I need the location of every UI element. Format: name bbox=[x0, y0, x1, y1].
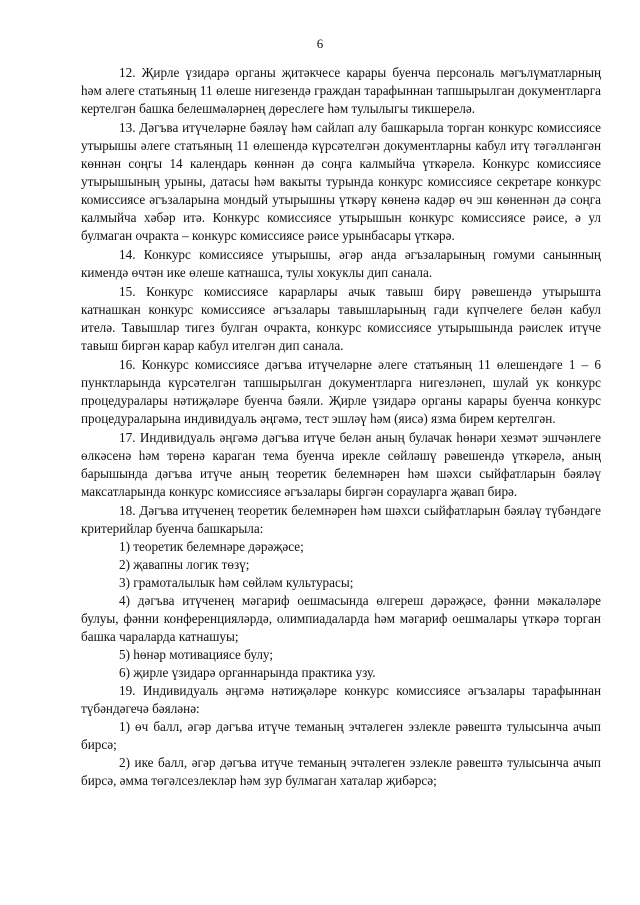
criteria-item: 2) җавапны логик төзү; bbox=[119, 557, 250, 572]
paragraph-15: 15. Конкурс комиссиясе карарлары ачык тавыш бирү рәвешендә утырышта катнашкан конкурс комиссиясе әгъзалары тавышларының гади күпчелеге белән кабул ителә. Тавышлар тигез булган очракта, конкурс комиссиясе утырышында рәислек итүче тавыш биргән карар кабул ителгән дип санала. bbox=[81, 284, 601, 353]
criteria-item: 4) дәгъва итүченең мәгариф оешмасында өлгереш дәрәҗәсе, фәнни мәкаләләре булуы, фәнни конференцияләрдә, олимпиадаларда һәм мәгариф оешмалары үткәрә торган башка чараларда катнашуы; bbox=[81, 593, 601, 644]
criteria-item: 6) җирле үзидарә органнарында практика узу. bbox=[119, 665, 376, 680]
criteria-item: 5) һөнәр мотивациясе булу; bbox=[119, 647, 273, 662]
paragraph-13: 13. Дәгъва итүчеләрне бәяләү һәм сайлап алу башкарыла торган конкурс комиссиясе утырышы әлеге статьяның 11 өлешендә күрсәтелгән документларны кабул итү тәгәлләнгән көннән соңгы 14 календарь көннән дә соңга калмыйча үткәрелә. Конкурс комиссиясе утырышының урыны, датасы һәм вакыты турында конкурс комиссиясе секретаре конкурс комиссиясе әгъзаларына мондый утырышны үткәрү көненә кадәр өч эш көненнән дә соңга калмыйча хәбәр итә. Конкурс комиссиясе утырышын конкурс комиссиясе рәисе, ә ул булмаган очракта – конкурс комиссиясе рәисе урынбасары үткәрә. bbox=[81, 120, 601, 243]
document-body bbox=[81, 64, 601, 790]
paragraph-18: 18. Дәгъва итүченең теоретик белемнәрен һәм шәхси сыйфатларын бәяләү түбәндәге критерийлар буенча башкарыла: bbox=[81, 503, 601, 536]
paragraph-14: 14. Конкурс комиссиясе утырышы, әгәр анда әгъзаларының гомуми санынның кимендә өчтән ике өлеше катнашса, тулы хокуклы дип санала. bbox=[81, 247, 601, 280]
paragraph-19: 19. Индивидуаль әңгәмә нәтиҗәләре конкурс комиссиясе әгъзалары тарафыннан түбәндәгечә бәяләнә: bbox=[81, 683, 601, 716]
paragraph-17: 17. Индивидуаль әңгәмә дәгъва итүче белән аның булачак һөнәри хезмәт эшчәнлеге өлкәсенә һәм төренә караган тема буенча иреклe сөйләшү рәвешендә үткәрелә, аның барышында дәгъва итүче аның теоретик белемнәрен һәм шәхси сыйфатларын бәяләү максатларында конкурс комиссиясе әгъзалары биргән сорауларга җавап бирә. bbox=[81, 430, 601, 499]
score-item: 1) өч балл, әгәр дәгъва итүче теманың эчтәлеген эзлекле рәвештә тулысынча ачып бирсә; bbox=[81, 719, 601, 752]
criteria-item: 1) теоретик белемнәре дәрәҗәсе; bbox=[119, 539, 304, 554]
paragraph-12: 12. Җирле үзидарә органы җитәкчесе карары буенча персональ мәгълүматларның һәм әлеге статьяның 11 өлеше нигезендә граждан тарафыннан тапшырылган документларга кертелгән башка белешмәләрнең дөреслеге һәм тулылыгы тикшерелә. bbox=[81, 65, 601, 116]
page-number: 6 bbox=[316, 36, 324, 51]
criteria-item: 3) грамоталылык һәм сөйләм культурасы; bbox=[119, 575, 354, 590]
score-item: 2) ике балл, әгәр дәгъва итүче теманың эчтәлеген эзлекле рәвештә тулысынча ачып бирсә, әмма төгәлсезлекләр һәм зур булмаган хаталар җибәрсә; bbox=[81, 755, 601, 788]
paragraph-16: 16. Конкурс комиссиясе дәгъва итүчеләрне әлеге статьяның 11 өлешендәге 1 – 6 пунктларында күрсәтелгән тапшырылган документларга нигезләнеп, шулай ук конкурс процедуралары нәтиҗәләре буенча бәяли. Җирле үзидарә органы карары буенча конкурс процедураларына индивидуаль әңгәмә, тест эшләү һәм (яисә) язма бирем кертелгән. bbox=[81, 357, 601, 426]
